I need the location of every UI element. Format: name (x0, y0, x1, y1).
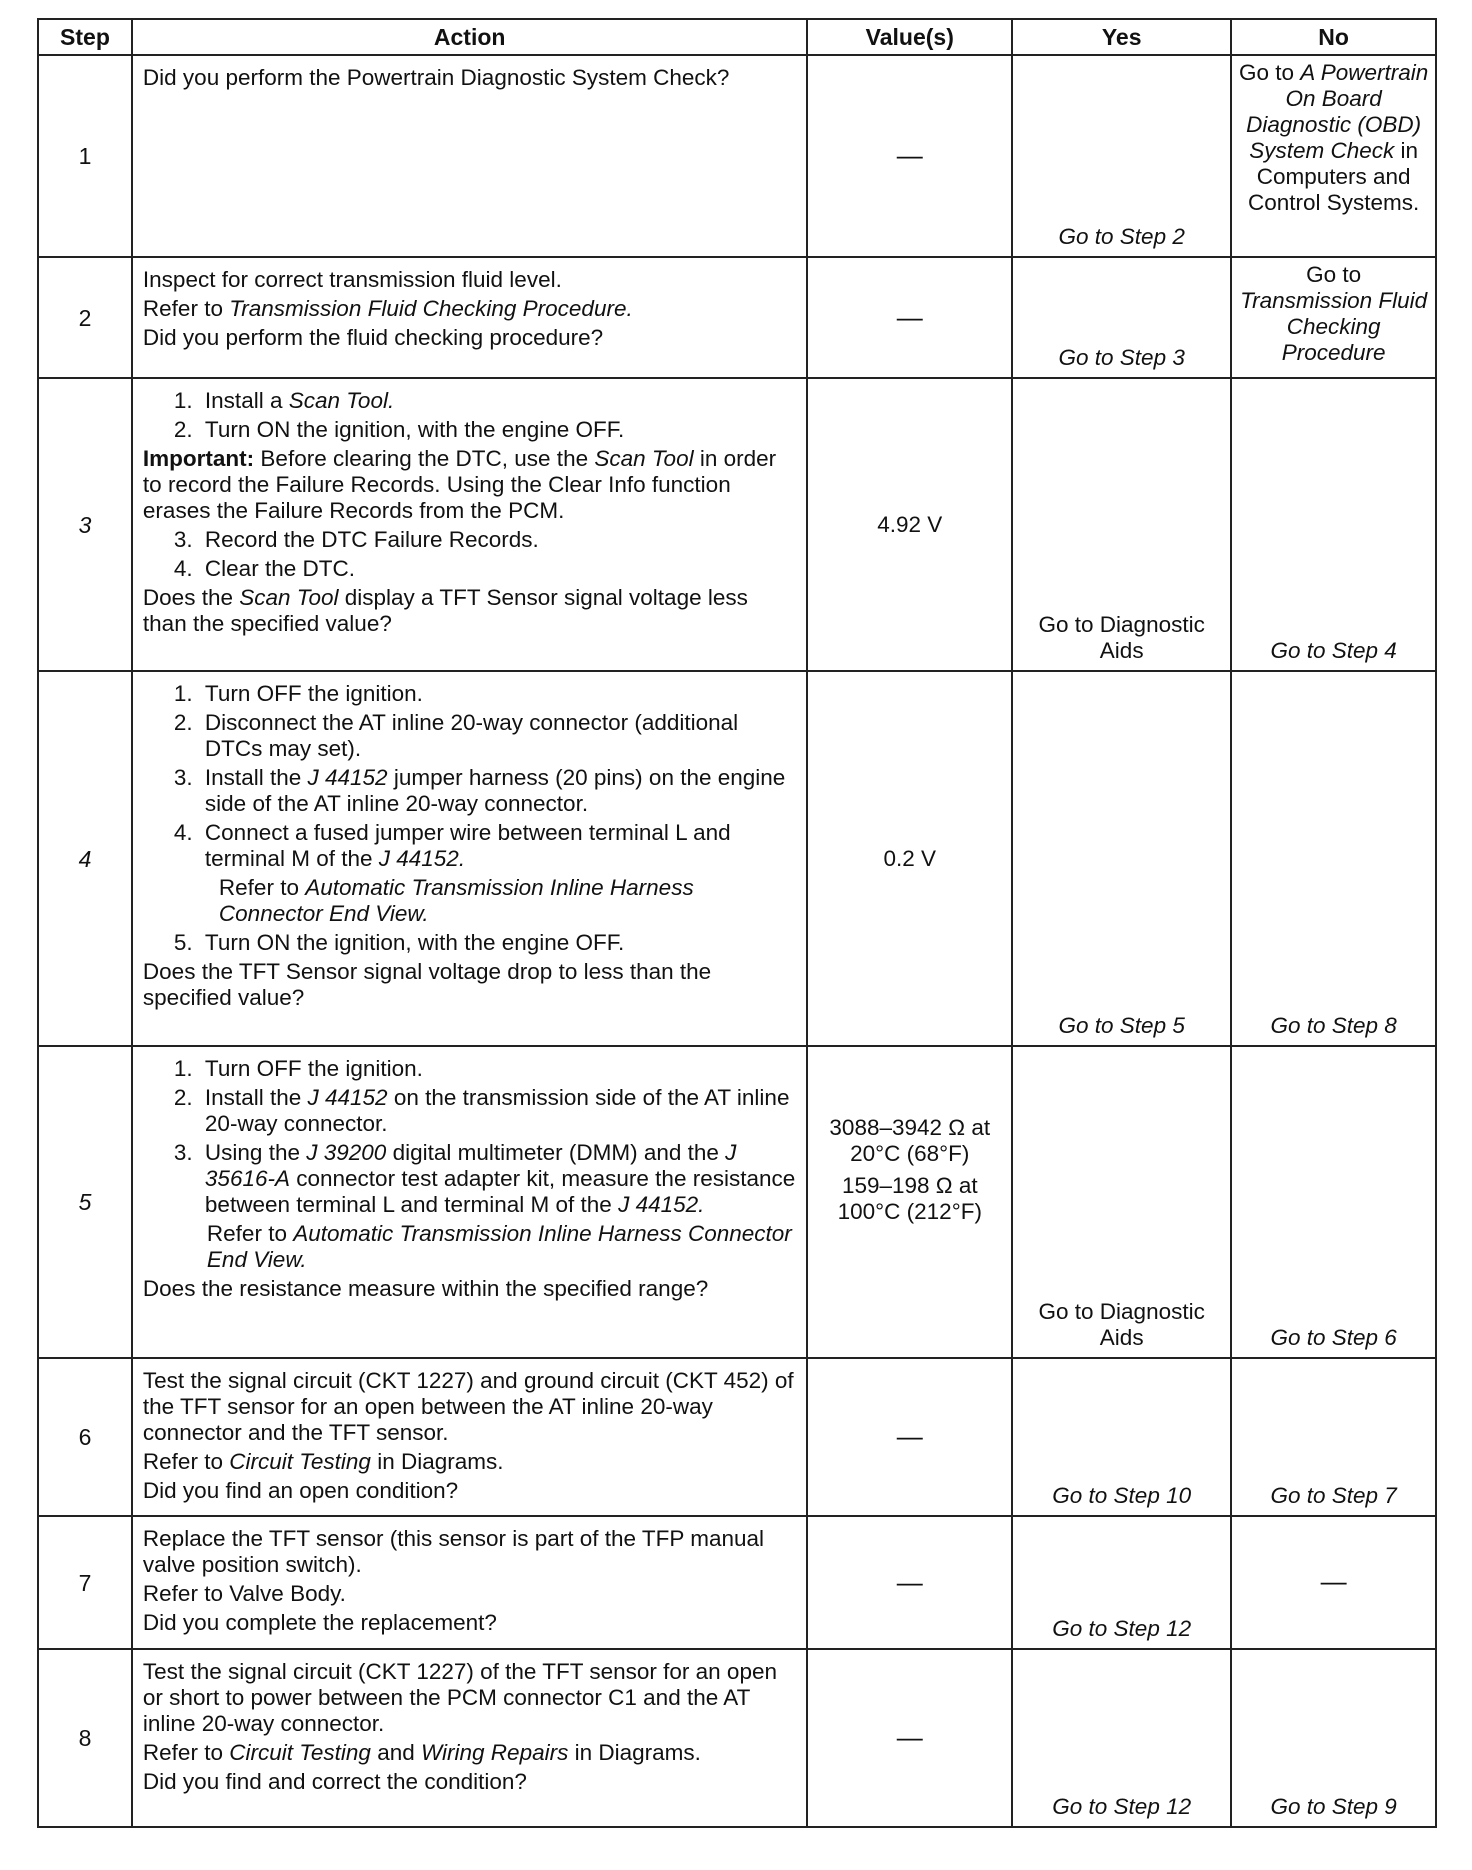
no-text: — (1320, 1565, 1347, 1596)
step-number: 5 (38, 1046, 132, 1358)
value-text: — (896, 1722, 923, 1752)
ref-text: Refer to (142, 296, 230, 321)
value-text: — (896, 1421, 923, 1451)
value-text: 0.2 V (883, 845, 937, 871)
action-steps (143, 388, 797, 443)
yes-cell (1012, 1358, 1231, 1516)
action-step: 4. Connect a fused jumper wire between terminal L and terminal M of the J 44152. Refer to Automatic Transmission Inline Harness Connector End View. (199, 820, 797, 927)
no-text-link: Transmission Fluid Checking Procedure (1240, 288, 1428, 365)
value-text: 4.92 V (877, 511, 943, 537)
action-reference: Refer to Valve Body. (142, 1581, 346, 1606)
no-text: in Computers and Control Systems. (1247, 138, 1420, 215)
header-yes: Yes (1012, 19, 1231, 55)
action-step: 3. Install the J 44152 jumper harness (20 pins) on the engine side of the AT inline 20-way connector. (199, 765, 797, 817)
action-cell (132, 1649, 808, 1827)
action-cell (132, 1046, 808, 1358)
action-step: 2. Disconnect the AT inline 20-way connector (additional DTCs may set). (199, 710, 797, 762)
action-step: 3. Using the J 39200 digital multimeter (DMM) and the J 35616-A connector test adapter kit, measure the resistance between terminal L and terminal M of the J 44152. Refer to Automatic Transmission Inline Harness Connector End View. (199, 1140, 797, 1273)
table-row (38, 55, 1436, 257)
action-cell (132, 55, 808, 257)
diagnostic-table-sheet (37, 18, 1437, 1828)
step-number: 8 (38, 1649, 132, 1827)
value-text: — (896, 1566, 923, 1597)
action-step: 2. Install the J 44152 on the transmission side of the AT inline 20-way connector. (199, 1085, 797, 1137)
value-text: — (896, 301, 923, 332)
header-row (38, 19, 1436, 55)
action-step: 1. Install a Scan Tool. (199, 388, 797, 414)
yes-cell (1012, 1516, 1231, 1649)
no-text: Go to (1239, 60, 1301, 85)
no-cell (1231, 1046, 1436, 1358)
yes-text: Go to Step 5 (1058, 1013, 1185, 1038)
no-text: Go to Step 4 (1270, 638, 1397, 663)
yes-text: Go to Diagnostic Aids (1038, 1299, 1205, 1350)
table-row (38, 1516, 1436, 1649)
yes-text: Go to Step 10 (1052, 1483, 1192, 1508)
no-text: Go to Step 8 (1270, 1013, 1397, 1038)
action-reference: Refer to Circuit Testing and Wiring Repairs in Diagrams. (142, 1740, 701, 1765)
action-reference: Refer to Automatic Transmission Inline Harness Connector End View. (206, 1221, 792, 1272)
value-text: 159–198 Ω at 100°C (212°F) (837, 1173, 982, 1224)
action-step: 3. Record the DTC Failure Records. (199, 527, 797, 553)
table-row (38, 257, 1436, 378)
no-text: Go to Step 7 (1270, 1483, 1397, 1508)
no-cell (1231, 1358, 1436, 1516)
action-text: Test the signal circuit (CKT 1227) of the TFT sensor for an open or short to power between the PCM connector C1 and the AT inline 20-way connector. (142, 1659, 777, 1736)
header-values: Value(s) (807, 19, 1012, 55)
table-row (38, 1046, 1436, 1358)
yes-text: Go to Step 2 (1058, 224, 1185, 249)
no-cell (1231, 1516, 1436, 1649)
no-cell (1231, 55, 1436, 257)
no-cell (1231, 1649, 1436, 1827)
action-question: Does the Scan Tool display a TFT Sensor signal voltage less than the specified value? (142, 585, 748, 636)
action-cell (132, 257, 808, 378)
value-cell (807, 257, 1012, 378)
step-number: 3 (38, 378, 132, 671)
yes-cell (1012, 55, 1231, 257)
value-cell (807, 1046, 1012, 1358)
table-row (38, 1649, 1436, 1827)
no-text: Go to Step 9 (1270, 1794, 1397, 1819)
action-cell (132, 1358, 808, 1516)
step-number: 7 (38, 1516, 132, 1649)
no-text: Go to (1306, 262, 1362, 287)
table-row (38, 1358, 1436, 1516)
action-text: Replace the TFT sensor (this sensor is part of the TFP manual valve position switch). (142, 1526, 765, 1577)
step-number: 2 (38, 257, 132, 378)
step-number: 6 (38, 1358, 132, 1516)
ref-link: Transmission Fluid Checking Procedure. (229, 296, 633, 321)
action-text: Test the signal circuit (CKT 1227) and ground circuit (CKT 452) of the TFT sensor for an open between the AT inline 20-way connector and the TFT sensor. (142, 1368, 794, 1445)
action-question: Did you find an open condition? (142, 1478, 459, 1503)
action-step: 4. Clear the DTC. (199, 556, 797, 582)
yes-cell (1012, 671, 1231, 1046)
action-reference (143, 296, 797, 322)
action-step: 1. Turn OFF the ignition. (199, 681, 797, 707)
value-cell (807, 671, 1012, 1046)
header-no: No (1231, 19, 1436, 55)
table-row (38, 671, 1436, 1046)
no-text: Go to Step 6 (1270, 1325, 1397, 1350)
action-question: Does the TFT Sensor signal voltage drop to less than the specified value? (142, 959, 712, 1010)
action-cell (132, 378, 808, 671)
action-question: Did you perform the Powertrain Diagnostic System Check? (142, 65, 730, 90)
value-text: 3088–3942 Ω at 20°C (68°F) (829, 1115, 991, 1166)
action-reference: Refer to Circuit Testing in Diagrams. (142, 1449, 504, 1474)
no-cell (1231, 257, 1436, 378)
action-question: Did you complete the replacement? (142, 1610, 497, 1635)
table-row (38, 378, 1436, 671)
action-question: Does the resistance measure within the specified range? (142, 1276, 709, 1301)
action-steps (143, 527, 797, 582)
value-cell (807, 1516, 1012, 1649)
no-cell (1231, 378, 1436, 671)
step-number: 1 (38, 55, 132, 257)
yes-text: Go to Step 12 (1052, 1616, 1192, 1641)
yes-cell (1012, 1649, 1231, 1827)
yes-cell (1012, 1046, 1231, 1358)
diagnostic-table (37, 18, 1437, 1828)
header-step: Step (38, 19, 132, 55)
action-step: 5. Turn ON the ignition, with the engine OFF. (199, 930, 797, 956)
important-note: Important: Before clearing the DTC, use the Scan Tool in order to record the Failure Records. Using the Clear Info function erases the Failure Records from the PCM. (142, 446, 777, 523)
yes-cell (1012, 378, 1231, 671)
action-question: Did you perform the fluid checking procedure? (142, 325, 604, 350)
yes-text: Go to Step 3 (1058, 345, 1185, 370)
action-text: Inspect for correct transmission fluid level. (142, 267, 562, 292)
no-text-link: A Powertrain On Board Diagnostic (OBD) System Check (1246, 60, 1429, 163)
action-cell (132, 671, 808, 1046)
value-cell (807, 1649, 1012, 1827)
step-number: 4 (38, 671, 132, 1046)
action-reference: Refer to Automatic Transmission Inline Harness Connector End View. (218, 875, 694, 926)
value-cell (807, 55, 1012, 257)
yes-cell (1012, 257, 1231, 378)
action-cell (132, 1516, 808, 1649)
action-step: 1. Turn OFF the ignition. (199, 1056, 797, 1082)
action-step: 2. Turn ON the ignition, with the engine OFF. (199, 417, 797, 443)
no-cell (1231, 671, 1436, 1046)
yes-text: Go to Step 12 (1052, 1794, 1192, 1819)
value-text: — (896, 140, 923, 170)
action-steps (143, 1056, 797, 1273)
action-question: Did you find and correct the condition? (142, 1769, 527, 1794)
value-cell (807, 378, 1012, 671)
value-cell (807, 1358, 1012, 1516)
yes-text: Go to Diagnostic Aids (1038, 612, 1205, 663)
action-steps (143, 681, 797, 956)
header-action: Action (132, 19, 808, 55)
